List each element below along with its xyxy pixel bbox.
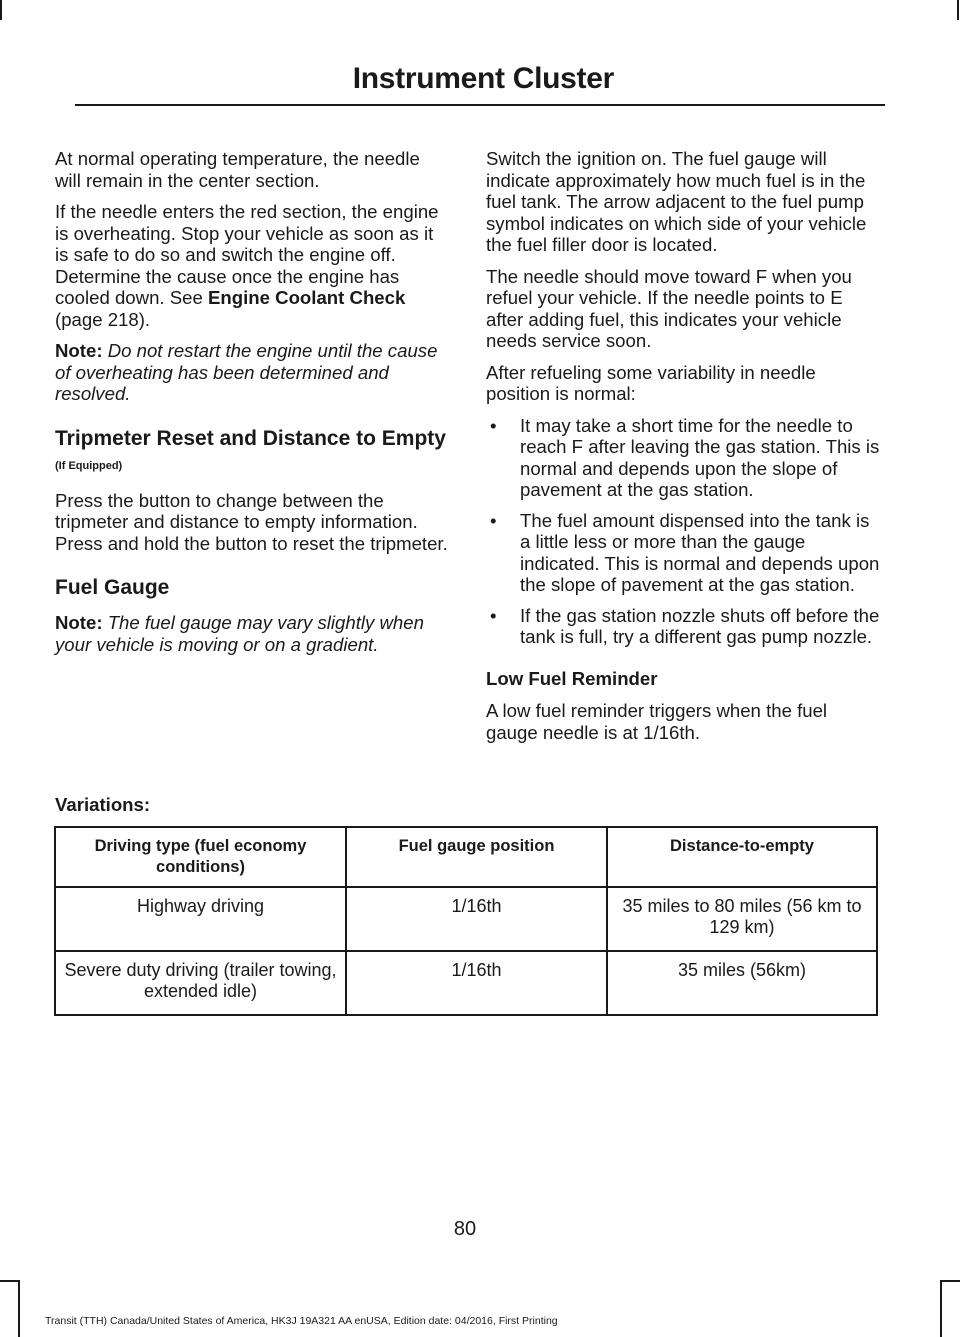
list-item — [486, 415, 881, 501]
table-cell: 1/16th — [346, 887, 607, 951]
paragraph: The needle should move toward F when you refuel your vehicle. If the needle points to E after adding fuel, this indicates your vehicle needs service soon. — [486, 265, 852, 351]
column-header: Distance-to-empty — [607, 827, 877, 887]
variations-label: Variations: — [55, 794, 151, 815]
crop-mark-top-left — [0, 0, 2, 20]
paragraph: Switch the ignition on. The fuel gauge will indicate approximately how much fuel is in the fuel tank. The arrow adjacent to the fuel pump symbol indicates on which side of your vehicle the fuel filler door is located. — [486, 148, 867, 255]
paragraph: At normal operating temperature, the needle will remain in the center section. — [55, 148, 420, 191]
page-reference: (page 218). — [55, 308, 151, 330]
section-heading-fuel-gauge: Fuel Gauge — [55, 576, 170, 599]
bullet-icon: • — [490, 509, 497, 531]
table-header-row — [55, 827, 877, 887]
paragraph-text: If the needle enters the red section, the engine is overheating. Stop your vehicle as soon as it is safe to do so and switch the engine off. Determine the cause once the engine has cooled down. See — [55, 201, 439, 308]
header-divider — [75, 104, 885, 106]
paragraph: After refueling some variability in needle position is normal: — [486, 361, 816, 404]
paragraph: A low fuel reminder triggers when the fuel gauge needle is at 1/16th. — [486, 700, 828, 743]
note-label: Note: — [55, 340, 103, 361]
page-number: 80 — [453, 1218, 477, 1240]
column-header: Fuel gauge position — [346, 827, 607, 887]
crop-mark-bottom-right — [940, 1280, 960, 1282]
paragraph: Press the button to change between the tripmeter and distance to empty information. Press and hold the button to reset the tripmeter. — [55, 489, 448, 554]
crop-mark-bottom-left — [0, 1280, 20, 1282]
crop-mark-bottom-left-v — [18, 1280, 20, 1337]
list-item-text: The fuel amount dispensed into the tank is a little less or more than the gauge indicated. This is normal and depends upon the slope of pavement at the gas station. — [520, 509, 880, 595]
list-item — [486, 510, 881, 596]
column-header: Driving type (fuel economy conditions) — [55, 827, 346, 887]
crop-mark-bottom-right-v — [940, 1280, 942, 1337]
if-equipped-label: (If Equipped) — [55, 459, 123, 472]
paragraph-overheating — [55, 201, 450, 330]
note-text: Do not restart the engine until the cause of overheating has been determined and resolved. — [55, 340, 438, 404]
bullet-list — [486, 415, 881, 648]
table-cell: Highway driving — [55, 887, 346, 951]
note — [55, 612, 450, 655]
table-cell: 1/16th — [346, 951, 607, 1015]
bullet-icon: • — [490, 414, 497, 436]
left-column — [55, 148, 450, 665]
variations-table — [54, 826, 878, 1016]
page-title: Instrument Cluster — [352, 62, 614, 95]
section-heading-tripmeter — [55, 427, 450, 478]
right-column — [486, 148, 881, 753]
table-cell: 35 miles to 80 miles (56 km to 129 km) — [607, 887, 877, 951]
table-cell: Severe duty driving (trailer towing, extended idle) — [55, 951, 346, 1015]
list-item-text: It may take a short time for the needle to reach F after leaving the gas station. This is normal and depends upon the slope of pavement at the gas station. — [520, 414, 880, 500]
engine-coolant-check-link[interactable]: Engine Coolant Check — [208, 287, 406, 308]
note — [55, 340, 450, 405]
list-item — [486, 605, 881, 648]
footer-edition-info: Transit (TTH) Canada/United States of America, HK3J 19A321 AA enUSA, Edition date: 04/2016, First Printing — [45, 1315, 558, 1327]
table-row — [55, 951, 877, 1015]
section-heading-low-fuel: Low Fuel Reminder — [486, 667, 658, 689]
note-label: Note: — [55, 612, 103, 633]
bullet-icon: • — [490, 604, 497, 626]
list-item-text: If the gas station nozzle shuts off before the tank is full, try a different gas pump nozzle. — [520, 604, 880, 647]
crop-mark-top-right — [957, 0, 959, 20]
heading-text: Tripmeter Reset and Distance to Empty — [55, 426, 446, 450]
table-cell: 35 miles (56km) — [607, 951, 877, 1015]
note-text: The fuel gauge may vary slightly when your vehicle is moving or on a gradient. — [55, 612, 424, 655]
table-row — [55, 887, 877, 951]
